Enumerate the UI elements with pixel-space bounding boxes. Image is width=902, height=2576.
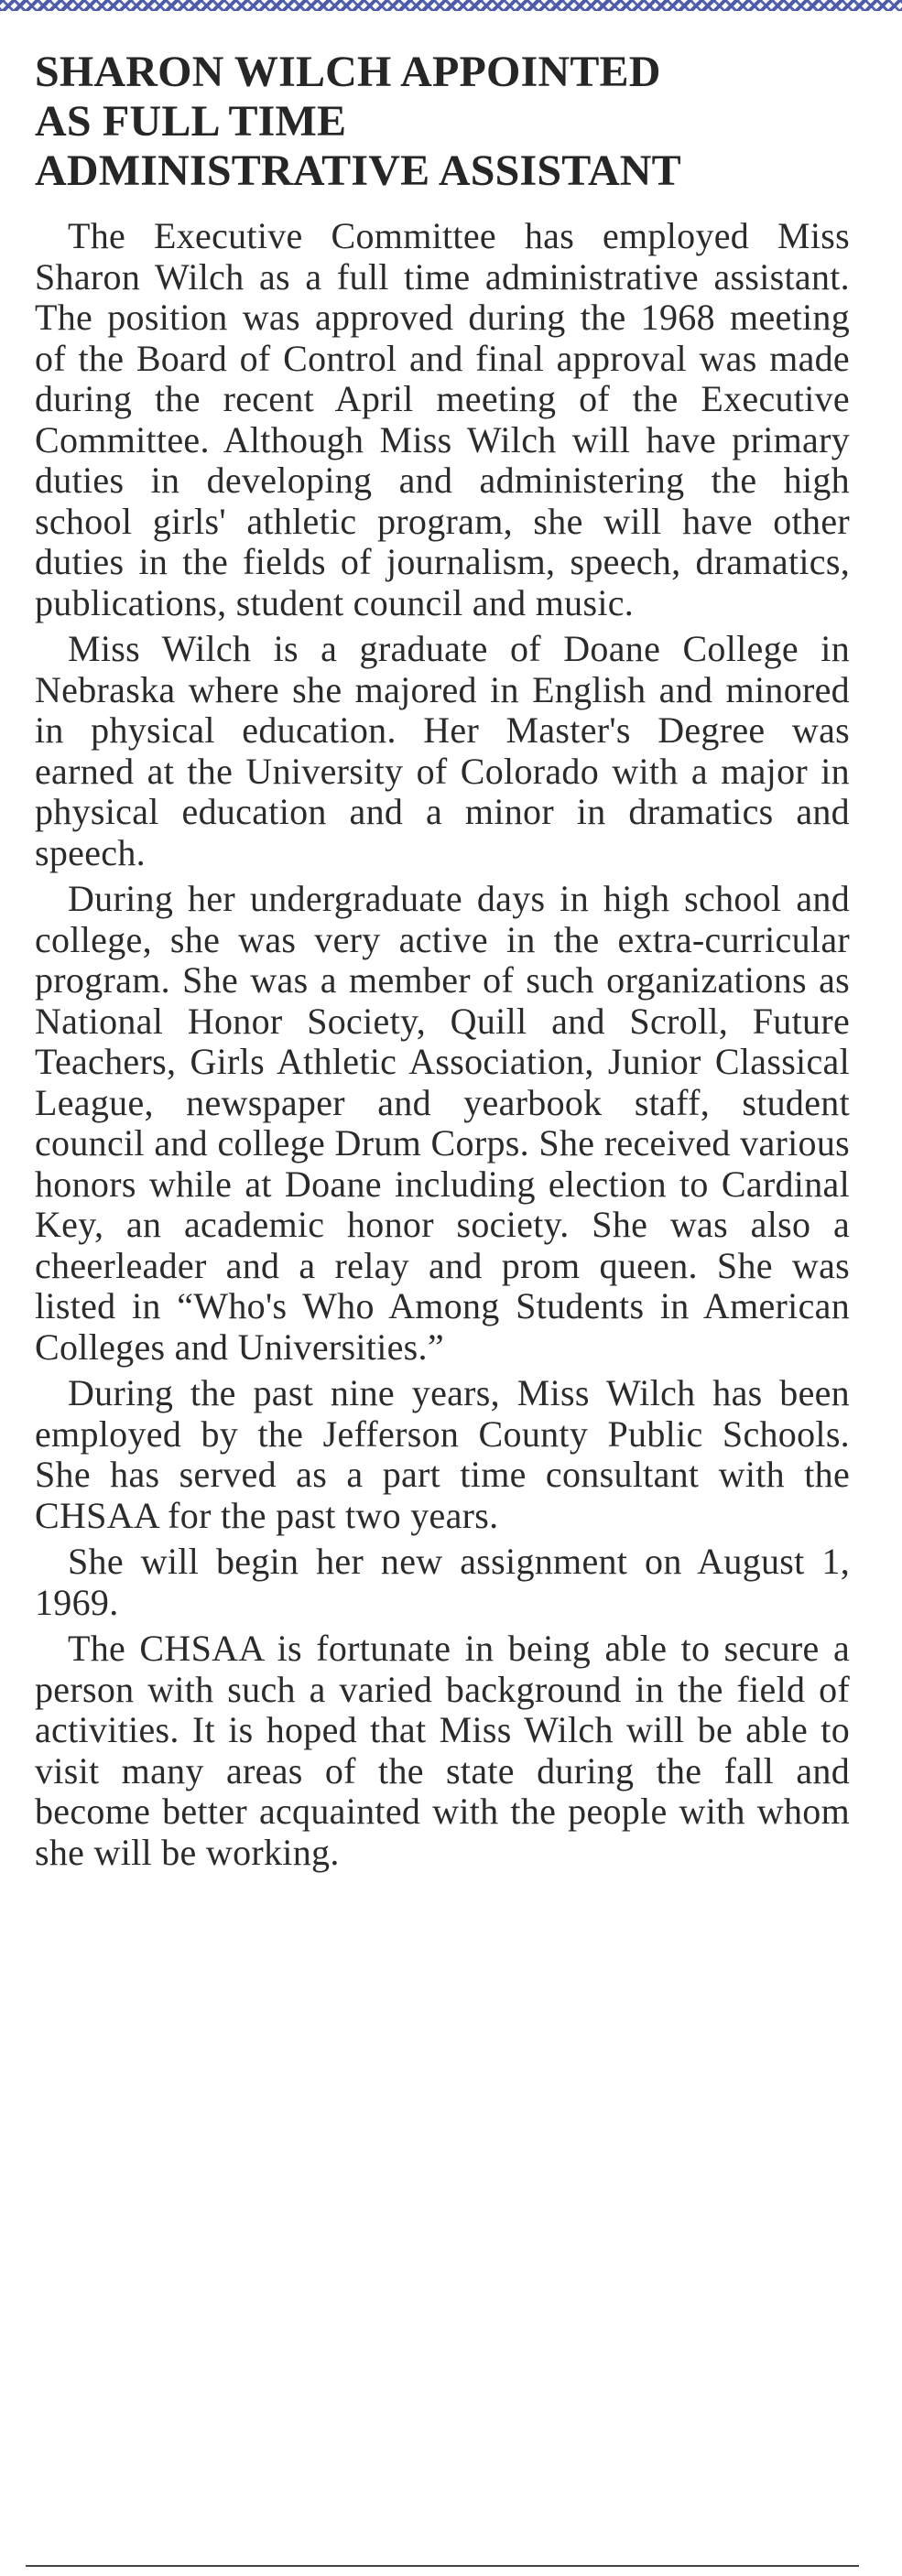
article-paragraph: Miss Wilch is a graduate of Doane College in Nebraska where she majored in English and minored in physical education. Her Master's Degree was earned at the University of Colorado with a major in physical education and a minor in dramatics and speech.: [35, 628, 850, 873]
article-paragraph: The Executive Committee has employed Miss Sharon Wilch as a full time administrative assistant. The position was approved during the 1968 meeting of the Board of Control and final approval was made during the recent April meeting of the Executive Committee. Although Miss Wilch will have primary duties in developing and administering the high school girls' athletic program, she will have other duties in the fields of journalism, speech, dramatics, publications, student council and music.: [35, 215, 850, 623]
article-paragraph: She will begin her new assignment on August 1, 1969.: [35, 1541, 850, 1623]
headline-line: AS FULL TIME: [35, 97, 347, 146]
article-headline: [35, 48, 850, 196]
article-paragraph: During her undergraduate days in high school and college, she was very active in the extra-curricular program. She was a member of such organizations as National Honor Society, Quill and Scroll, Future Teachers, Girls Athletic Association, Junior Classical League, newspaper and yearbook staff, student council and college Drum Corps. She received various honors while at Doane including election to Cardinal Key, an academic honor society. She was also a cheerleader and a relay and prom queen. She was listed in “Who's Who Among Students in American Colleges and Universities.”: [35, 878, 850, 1368]
headline-line: SHARON WILCH APPOINTED: [35, 48, 661, 96]
article-body: [35, 216, 850, 1873]
article-paragraph: During the past nine years, Miss Wilch has been employed by the Jefferson County Public Schools. She has served as a part time consultant with the CHSAA for the past two years.: [35, 1372, 850, 1536]
decorative-top-border: [0, 0, 902, 11]
headline-line: ADMINISTRATIVE ASSISTANT: [35, 146, 681, 195]
article: [35, 48, 850, 1878]
article-paragraph: The CHSAA is fortunate in being able to secure a person with such a varied background in the field of activities. It is hoped that Miss Wilch will be able to visit many areas of the state during the fall and become better acquainted with the people with whom she will be working.: [35, 1628, 850, 1873]
bottom-divider: [26, 2565, 859, 2567]
